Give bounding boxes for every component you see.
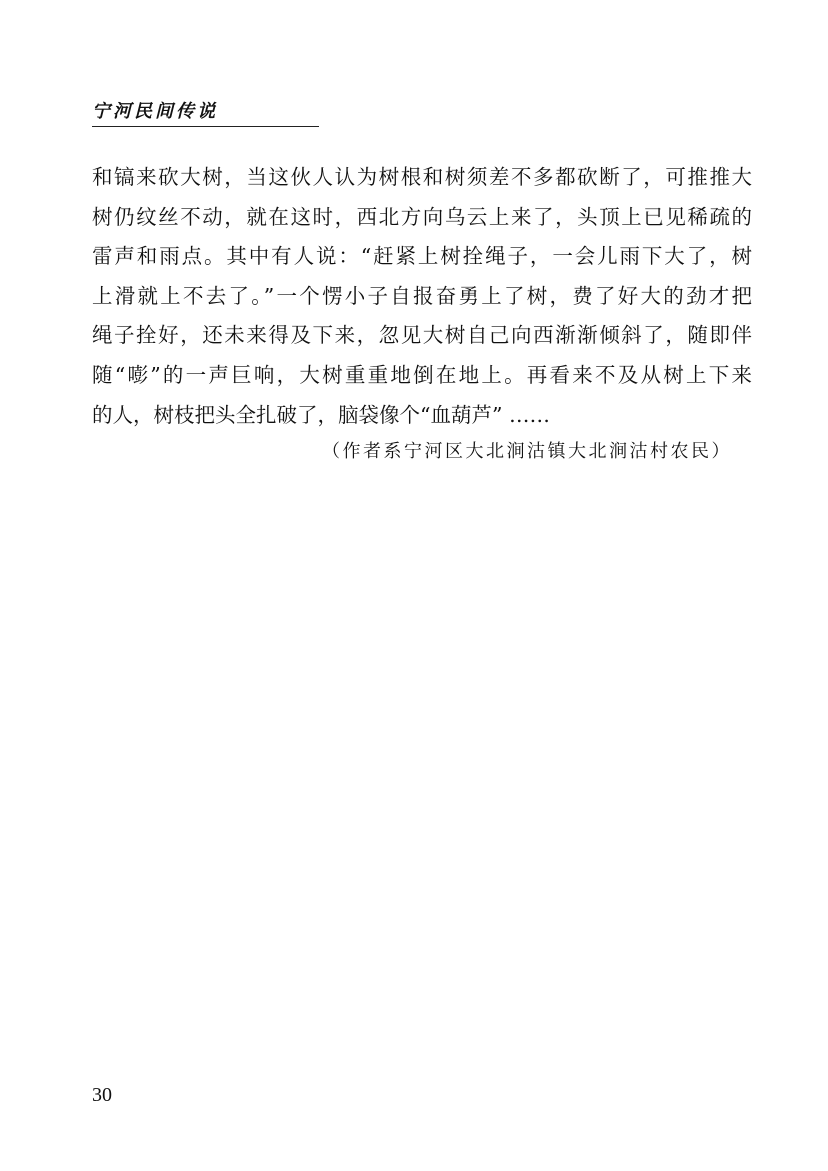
text-line: 和镐来砍大树，当这伙人认为树根和树须差不多都砍断了，可推推大	[92, 165, 752, 189]
page-number: 30	[92, 1084, 112, 1106]
running-title: 宁河民间传说	[92, 101, 218, 122]
text-line: 雷声和雨点。其中有人说：“赶紧上树拴绳子，一会儿雨下大了，树	[92, 244, 752, 269]
text-line: 树仍纹丝不动，就在这时，西北方向乌云上来了，头顶上已见稀疏的	[92, 204, 752, 229]
running-header	[92, 100, 319, 127]
text-line: 的人，树枝把头全扎破了，脑袋像个“血葫芦” ……	[92, 402, 550, 427]
text-line: 随“嘭”的一声巨响，大树重重地倒在地上。再看来不及从树上下来	[92, 362, 752, 387]
author-byline: （作者系宁河区大北涧沽镇大北涧沽村农民）	[322, 441, 732, 462]
text-line: 绳子拴好，还未来得及下来，忽见大树自己向西渐渐倾斜了，随即伴	[92, 323, 752, 348]
article-body	[92, 158, 752, 435]
text-line: 上滑就上不去了。”一个愣小子自报奋勇上了树，费了好大的劲才把	[92, 283, 752, 308]
